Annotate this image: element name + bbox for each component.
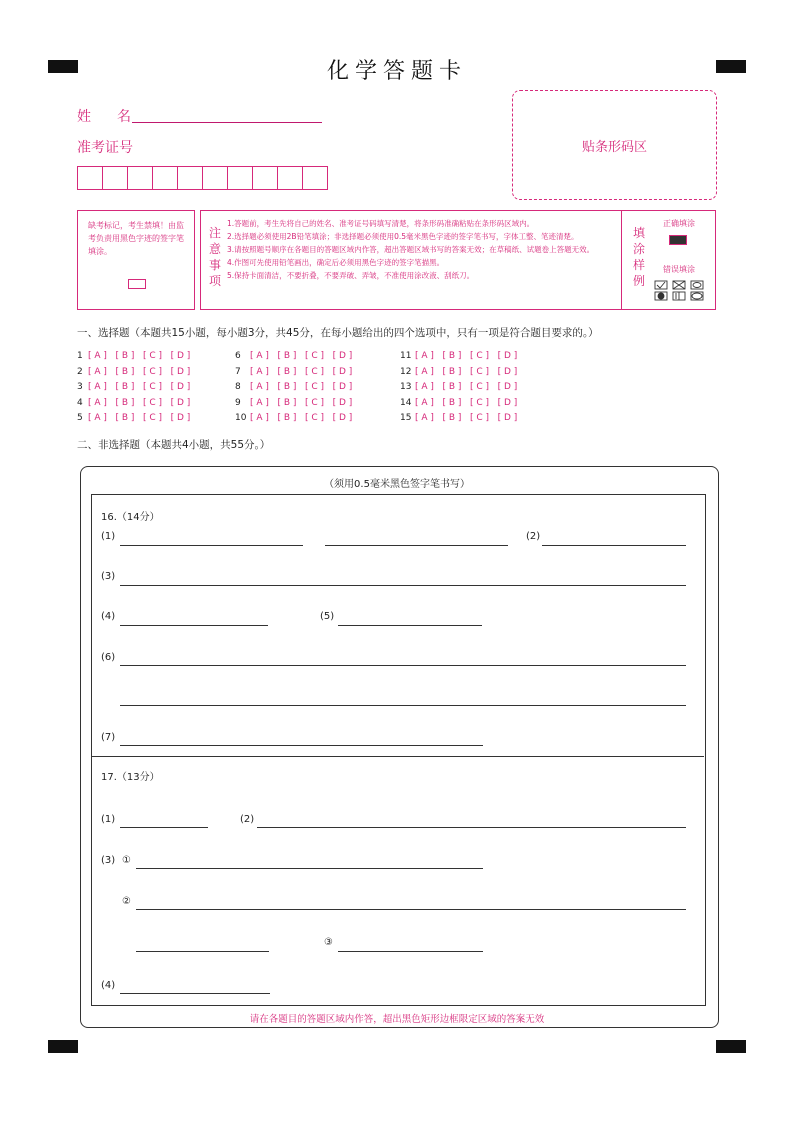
choice-options-2[interactable]: [ A ] [ B ] [ C ] [ D ] [88, 366, 191, 377]
notice-item-3: 3.请按照题号顺序在各题目的答题区域内作答，超出答题区域书写的答案无效；在草稿纸、试题卷上答题无效。 [227, 245, 595, 254]
q17-part-1: (1) [101, 814, 116, 825]
choice-options-9[interactable]: [ A ] [ B ] [ C ] [ D ] [250, 397, 353, 408]
q16-part-6: (6) [101, 652, 116, 663]
choice-number-7: 7 [235, 366, 241, 377]
correct-fill-sample [669, 235, 687, 245]
notice-item-5: 5.保持卡面清洁，不要折叠，不要弄破、弄皱，不准使用涂改液、刮纸刀。 [227, 271, 475, 280]
q16-answer-1a[interactable] [120, 545, 303, 546]
q17-answer-3-3[interactable] [338, 951, 483, 952]
q17-answer-4[interactable] [120, 993, 270, 994]
choice-number-1: 1 [77, 351, 83, 361]
q17-part-3-3: ③ [324, 937, 333, 948]
wrong-fill-label: 错误填涂 [663, 265, 695, 274]
q16-part-5: (5) [320, 611, 335, 622]
notice-item-4: 4.作图可先使用铅笔画出，确定后必须用黑色字迹的签字笔描黑。 [227, 258, 445, 267]
q16-answer-3[interactable] [120, 585, 686, 586]
missing-exam-note: 缺考标记，考生禁填！由监考负责用黑色字迹的签字笔填涂。 [88, 221, 184, 256]
name-label: 姓 名 [77, 109, 137, 125]
missing-exam-box [77, 210, 195, 310]
corner-mark-bottom-right [716, 1040, 746, 1053]
footer-warning: 请在各题目的答题区域内作答，超出黑色矩形边框限定区域的答案无效 [249, 1014, 545, 1025]
choice-options-1[interactable]: [ A ] [ B ] [ C ] [ D ] [88, 351, 191, 361]
q16-part-1: (1) [101, 531, 116, 542]
q16-part-4: (4) [101, 611, 116, 622]
q16-answer-5[interactable] [338, 625, 482, 626]
fill-char-3: 样 [632, 258, 645, 272]
choice-number-8: 8 [235, 382, 241, 392]
notice-divider [621, 211, 622, 309]
choice-options-5[interactable]: [ A ] [ B ] [ C ] [ D ] [88, 413, 191, 423]
choice-number-5: 5 [77, 413, 83, 423]
choice-options-8[interactable]: [ A ] [ B ] [ C ] [ D ] [250, 382, 353, 392]
answer-inner-box [91, 494, 706, 1006]
barcode-area [512, 90, 717, 200]
notice-char-1: 注 [208, 226, 221, 240]
wrong-fill-samples [653, 279, 709, 307]
notice-list [227, 217, 617, 282]
page-title: 化学答题卡 [326, 59, 467, 84]
fill-char-1: 填 [632, 226, 645, 240]
notice-item-2: 2.选择题必须使用2B铅笔填涂；非选择题必须使用0.5毫米黑色字迹的签字笔书写，字体工整、笔迹清楚。 [227, 232, 579, 241]
fill-char-4: 例 [632, 274, 645, 288]
choice-number-10: 10 [235, 413, 247, 423]
q17-answer-3-1[interactable] [136, 868, 483, 869]
exam-id-grid[interactable] [77, 166, 328, 190]
choice-number-13: 13 [400, 382, 412, 392]
choice-options-6[interactable]: [ A ] [ B ] [ C ] [ D ] [250, 351, 353, 361]
q17-heading: 17.（13分） [101, 772, 160, 783]
notice-box [200, 210, 716, 310]
choice-options-15[interactable]: [ A ] [ B ] [ C ] [ D ] [415, 413, 518, 423]
notice-item-1: 1.答题前，考生先将自己的姓名、准考证号码填写清楚，将条形码准确粘贴在条形码区域内。 [227, 219, 535, 228]
q17-part-3-2: ② [122, 896, 131, 907]
answer-note: （须用0.5毫米黑色签字笔书写） [324, 479, 470, 490]
choice-number-12: 12 [400, 366, 412, 377]
choice-options-10[interactable]: [ A ] [ B ] [ C ] [ D ] [250, 413, 353, 423]
q16-answer-7[interactable] [120, 745, 483, 746]
q16-part-3: (3) [101, 571, 116, 582]
section2-title: 二、非选择题（本题共4小题，共55分。） [77, 439, 271, 451]
q16-part-7: (7) [101, 732, 116, 743]
fill-char-2: 涂 [632, 242, 645, 256]
choice-number-11: 11 [400, 351, 412, 361]
q17-part-2: (2) [240, 814, 255, 825]
q17-part-3-1: ① [122, 855, 131, 866]
q16-answer-6a[interactable] [120, 665, 686, 666]
choice-number-3: 3 [77, 382, 83, 392]
q16-answer-4[interactable] [120, 625, 268, 626]
q17-answer-3-2b[interactable] [136, 951, 269, 952]
choice-number-9: 9 [235, 397, 241, 408]
choice-options-12[interactable]: [ A ] [ B ] [ C ] [ D ] [415, 366, 518, 377]
notice-char-2: 意 [208, 242, 221, 256]
q16-part-2: (2) [526, 531, 541, 542]
choice-number-6: 6 [235, 351, 241, 361]
choice-options-4[interactable]: [ A ] [ B ] [ C ] [ D ] [88, 397, 191, 408]
choice-number-2: 2 [77, 366, 83, 377]
choice-options-7[interactable]: [ A ] [ B ] [ C ] [ D ] [250, 366, 353, 377]
exam-id-label: 准考证号 [77, 140, 133, 156]
q16-q17-divider [91, 756, 704, 757]
q16-heading: 16.（14分） [101, 512, 160, 523]
q17-answer-1[interactable] [120, 827, 208, 828]
missing-exam-checkbox[interactable] [128, 279, 146, 289]
notice-char-3: 事 [208, 258, 221, 272]
choice-number-15: 15 [400, 413, 412, 423]
q17-part-3: (3) [101, 855, 116, 866]
choice-options-14[interactable]: [ A ] [ B ] [ C ] [ D ] [415, 397, 518, 408]
choice-options-11[interactable]: [ A ] [ B ] [ C ] [ D ] [415, 351, 518, 361]
q16-answer-1b[interactable] [325, 545, 508, 546]
q16-answer-6b[interactable] [120, 705, 686, 706]
choice-number-4: 4 [77, 397, 83, 408]
choice-options-3[interactable]: [ A ] [ B ] [ C ] [ D ] [88, 382, 191, 392]
barcode-area-label: 贴条形码区 [581, 139, 647, 155]
q17-part-4: (4) [101, 980, 116, 991]
notice-vertical-label [207, 225, 223, 289]
choice-number-14: 14 [400, 397, 412, 408]
choice-options-13[interactable]: [ A ] [ B ] [ C ] [ D ] [415, 382, 518, 392]
q17-answer-2[interactable] [257, 827, 686, 828]
notice-char-4: 项 [208, 274, 221, 288]
q17-answer-3-2a[interactable] [136, 909, 686, 910]
fill-vertical-label [631, 225, 647, 289]
q16-answer-2[interactable] [542, 545, 686, 546]
section1-title: 一、选择题（本题共15小题，每小题3分，共45分，在每小题给出的四个选项中，只有一项是符合题目要求的。） [77, 327, 599, 339]
corner-mark-bottom-left [48, 1040, 78, 1053]
name-field[interactable] [132, 122, 322, 123]
correct-fill-label: 正确填涂 [663, 219, 695, 228]
